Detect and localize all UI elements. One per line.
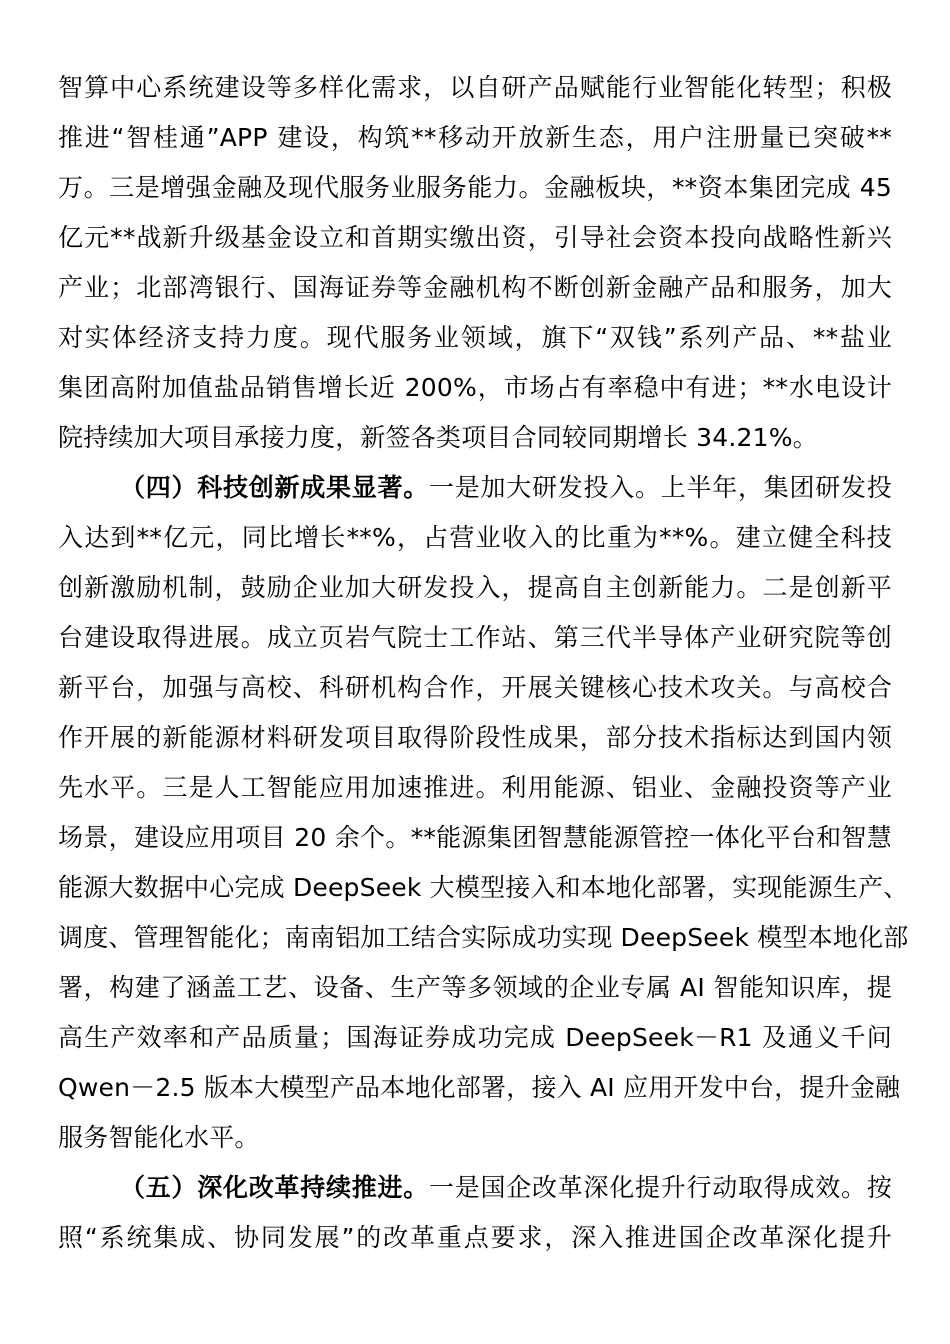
paragraph-line: 智算中心系统建设等多样化需求，以自研产品赋能行业智能化转型；积极: [58, 73, 892, 102]
section-heading: （四）科技创新成果显著。: [120, 473, 430, 502]
paragraph-line: 作开展的新能源材料研发项目取得阶段性成果，部分技术指标达到国内领: [58, 723, 892, 752]
paragraph-line: 能源大数据中心完成 DeepSeek 大模型接入和本地化部署，实现能源生产、: [58, 873, 909, 902]
paragraph-line: 高生产效率和产品质量；国海证券成功完成 DeepSeek－R1 及通义千问: [58, 1023, 892, 1052]
paragraph-line: 场景，建设应用项目 20 余个。**能源集团智慧能源管控一体化平台和智慧: [58, 823, 892, 852]
paragraph-line: 推进“智桂通”APP 建设，构筑**移动开放新生态，用户注册量已突破**: [58, 123, 892, 152]
paragraph-line: 服务智能化水平。: [58, 1123, 260, 1152]
paragraph-line: 亿元**战新升级基金设立和首期实缴出资，引导社会资本投向战略性新兴: [58, 223, 892, 252]
paragraph-line: 创新激励机制，鼓励企业加大研发投入，提高自主创新能力。二是创新平: [58, 573, 892, 602]
paragraph-line: Qwen－2.5 版本大模型产品本地化部署，接入 AI 应用开发中台，提升金融: [58, 1073, 901, 1102]
section-first-line-text: 一是国企改革深化提升行动取得成效。按: [429, 1173, 892, 1202]
section-heading: （五）深化改革持续推进。: [120, 1173, 430, 1202]
paragraph-line: 集团高附加值盐品销售增长近 200%，市场占有率稳中有进；**水电设计: [58, 373, 892, 402]
paragraph-line: 先水平。三是人工智能应用加速推进。利用能源、铝业、金融投资等产业: [58, 773, 892, 802]
paragraph-line: 照“系统集成、协同发展”的改革重点要求，深入推进国企改革深化提升: [58, 1223, 892, 1252]
paragraph-line: 调度、管理智能化；南南铝加工结合实际成功实现 DeepSeek 模型本地化部: [58, 923, 909, 952]
paragraph-line: 署，构建了涵盖工艺、设备、生产等多领域的企业专属 AI 智能知识库，提: [58, 973, 892, 1002]
paragraph-line: 对实体经济支持力度。现代服务业领域，旗下“双钱”系列产品、**盐业: [58, 323, 892, 352]
section-first-line-text: 一是加大研发投入。上半年，集团研发投: [429, 473, 892, 502]
paragraph-line: 新平台，加强与高校、科研机构合作，开展关键核心技术攻关。与高校合: [58, 673, 892, 702]
paragraph-line: 台建设取得进展。成立页岩气院士工作站、第三代半导体产业研究院等创: [58, 623, 892, 652]
paragraph-line: 院持续加大项目承接力度，新签各类项目合同较同期增长 34.21%。: [58, 423, 818, 452]
paragraph-line: 入达到**亿元，同比增长**%，占营业收入的比重为**%。建立健全科技: [58, 523, 892, 552]
section-first-line: [120, 1163, 892, 1213]
paragraph-line: 产业；北部湾银行、国海证券等金融机构不断创新金融产品和服务，加大: [58, 273, 892, 302]
paragraph-line: 万。三是增强金融及现代服务业服务能力。金融板块，**资本集团完成 45: [58, 173, 892, 202]
section-first-line: [120, 463, 892, 513]
